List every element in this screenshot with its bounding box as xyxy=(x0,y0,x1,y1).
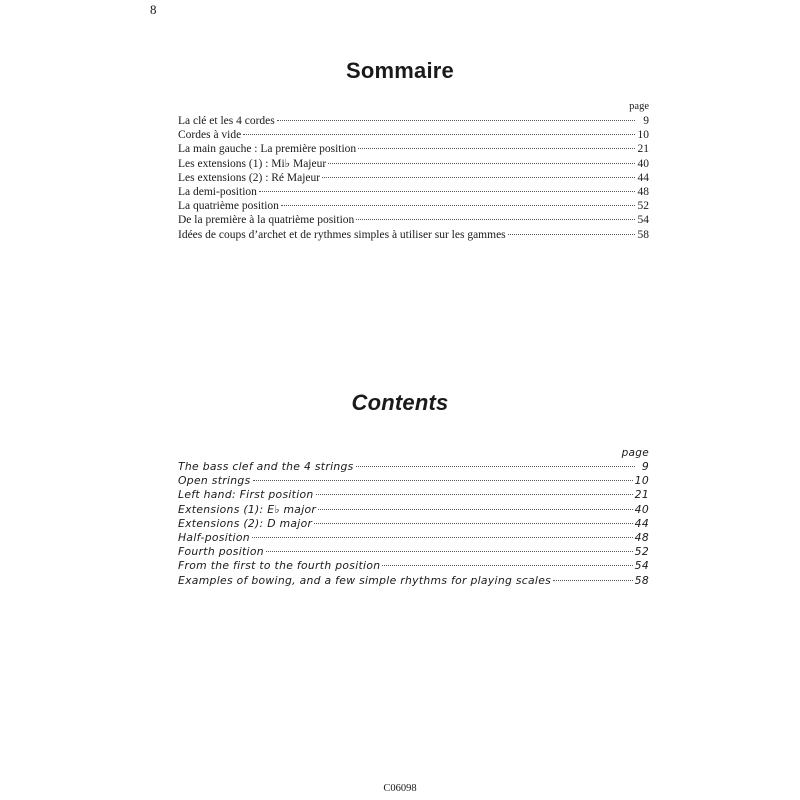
contents-entry-label: Fourth position xyxy=(178,545,264,559)
contents-entry-label: Open strings xyxy=(178,474,251,488)
sommaire-entry-page: 48 xyxy=(637,185,649,198)
sommaire-entry xyxy=(178,213,649,227)
contents-entry xyxy=(178,531,649,545)
contents-entry xyxy=(178,574,649,588)
sommaire-entry-label: La clé et les 4 cordes xyxy=(178,115,275,127)
contents-entry-page: 48 xyxy=(634,530,649,544)
sommaire-entry-label: Cordes à vide xyxy=(178,129,242,142)
sommaire-entry-leader xyxy=(322,177,635,178)
sommaire-toc xyxy=(178,100,649,242)
sommaire-entry-leader xyxy=(356,219,635,220)
page-number: 8 xyxy=(150,2,157,17)
contents-entry-leader xyxy=(252,537,633,538)
contents-entry-leader xyxy=(253,480,633,481)
sommaire-entry xyxy=(178,185,649,199)
sommaire-entry xyxy=(178,142,649,156)
sommaire-entry-leader xyxy=(508,234,635,235)
sommaire-entry-page: 10 xyxy=(637,129,649,142)
contents-entry-page: 40 xyxy=(634,502,649,516)
contents-entry-leader xyxy=(266,551,633,552)
contents-entry-label: Half-position xyxy=(178,530,250,544)
contents-entry-leader xyxy=(318,509,633,510)
footer-code: C06098 xyxy=(383,783,417,794)
contents-entry-leader xyxy=(316,494,633,495)
contents-entry-label: The bass clef and the 4 strings xyxy=(178,460,354,473)
sommaire-entry-leader xyxy=(358,148,635,149)
sommaire-entry xyxy=(178,228,649,242)
sommaire-entry-page: 40 xyxy=(637,157,649,170)
contents-entry-label: Extensions (2): D major xyxy=(178,516,313,530)
contents-entry-label: Examples of bowing, and a few simple rhythms for playing scales xyxy=(178,573,552,587)
sommaire-entry-label: La demi-position xyxy=(178,185,257,198)
sommaire-entry xyxy=(178,171,649,185)
sommaire-entry-leader xyxy=(328,163,635,164)
contents-entry-page: 10 xyxy=(634,474,649,488)
contents-entry xyxy=(178,559,649,573)
sommaire-entry-label: De la première à la quatrième position xyxy=(178,214,355,227)
sommaire-entry-page: 44 xyxy=(637,171,649,184)
sommaire-page-column-label: page xyxy=(629,101,649,112)
contents-entry xyxy=(178,460,649,474)
contents-entry xyxy=(178,545,649,559)
sommaire-entry xyxy=(178,199,649,213)
contents-entry xyxy=(178,474,649,488)
contents-entry-page: 58 xyxy=(634,573,649,587)
contents-entry-page: 9 xyxy=(641,460,649,473)
sommaire-entry-page: 58 xyxy=(637,228,649,241)
contents-entry xyxy=(178,517,649,531)
sommaire-entry-page: 21 xyxy=(637,143,649,156)
contents-entry xyxy=(178,503,649,517)
contents-entry-label: Left hand: First position xyxy=(178,488,314,502)
sommaire-entry-page: 9 xyxy=(643,115,649,127)
contents-entry-leader xyxy=(314,523,632,524)
contents-entry-label: Extensions (1): E♭ major xyxy=(178,502,317,516)
sommaire-entry-label: Les extensions (1) : Mi♭ Majeur xyxy=(178,157,327,170)
sommaire-entry-label: Idées de coups d’archet et de rythmes simples à utiliser sur les gammes xyxy=(178,228,506,241)
sommaire-entry-leader xyxy=(277,120,635,121)
contents-entry xyxy=(178,488,649,502)
contents-title: Contents xyxy=(351,390,449,415)
contents-entry-leader xyxy=(382,565,632,566)
contents-entry-leader xyxy=(553,580,633,581)
contents-toc xyxy=(178,446,649,588)
sommaire-entry-page: 54 xyxy=(637,214,649,227)
sommaire-entry-label: Les extensions (2) : Ré Majeur xyxy=(178,171,321,184)
sommaire-entry-leader xyxy=(243,134,635,135)
sommaire-entry-page: 52 xyxy=(637,200,649,213)
sommaire-entry xyxy=(178,157,649,171)
contents-entry-label: From the first to the fourth position xyxy=(178,559,381,573)
sommaire-title: Sommaire xyxy=(346,58,454,83)
contents-entry-page: 52 xyxy=(634,545,649,559)
sommaire-entry-label: La quatrième position xyxy=(178,200,279,213)
contents-entry-leader xyxy=(356,466,635,467)
contents-entry-page: 54 xyxy=(634,559,649,573)
sommaire-entry xyxy=(178,128,649,142)
sommaire-entry-label: La main gauche : La première position xyxy=(178,143,357,156)
contents-entry-page: 21 xyxy=(634,488,649,502)
sommaire-entry-leader xyxy=(259,191,635,192)
sommaire-entry xyxy=(178,114,649,128)
sommaire-entry-leader xyxy=(281,205,635,206)
contents-entry-page: 44 xyxy=(634,516,649,530)
contents-page-column-label: page xyxy=(621,447,649,459)
